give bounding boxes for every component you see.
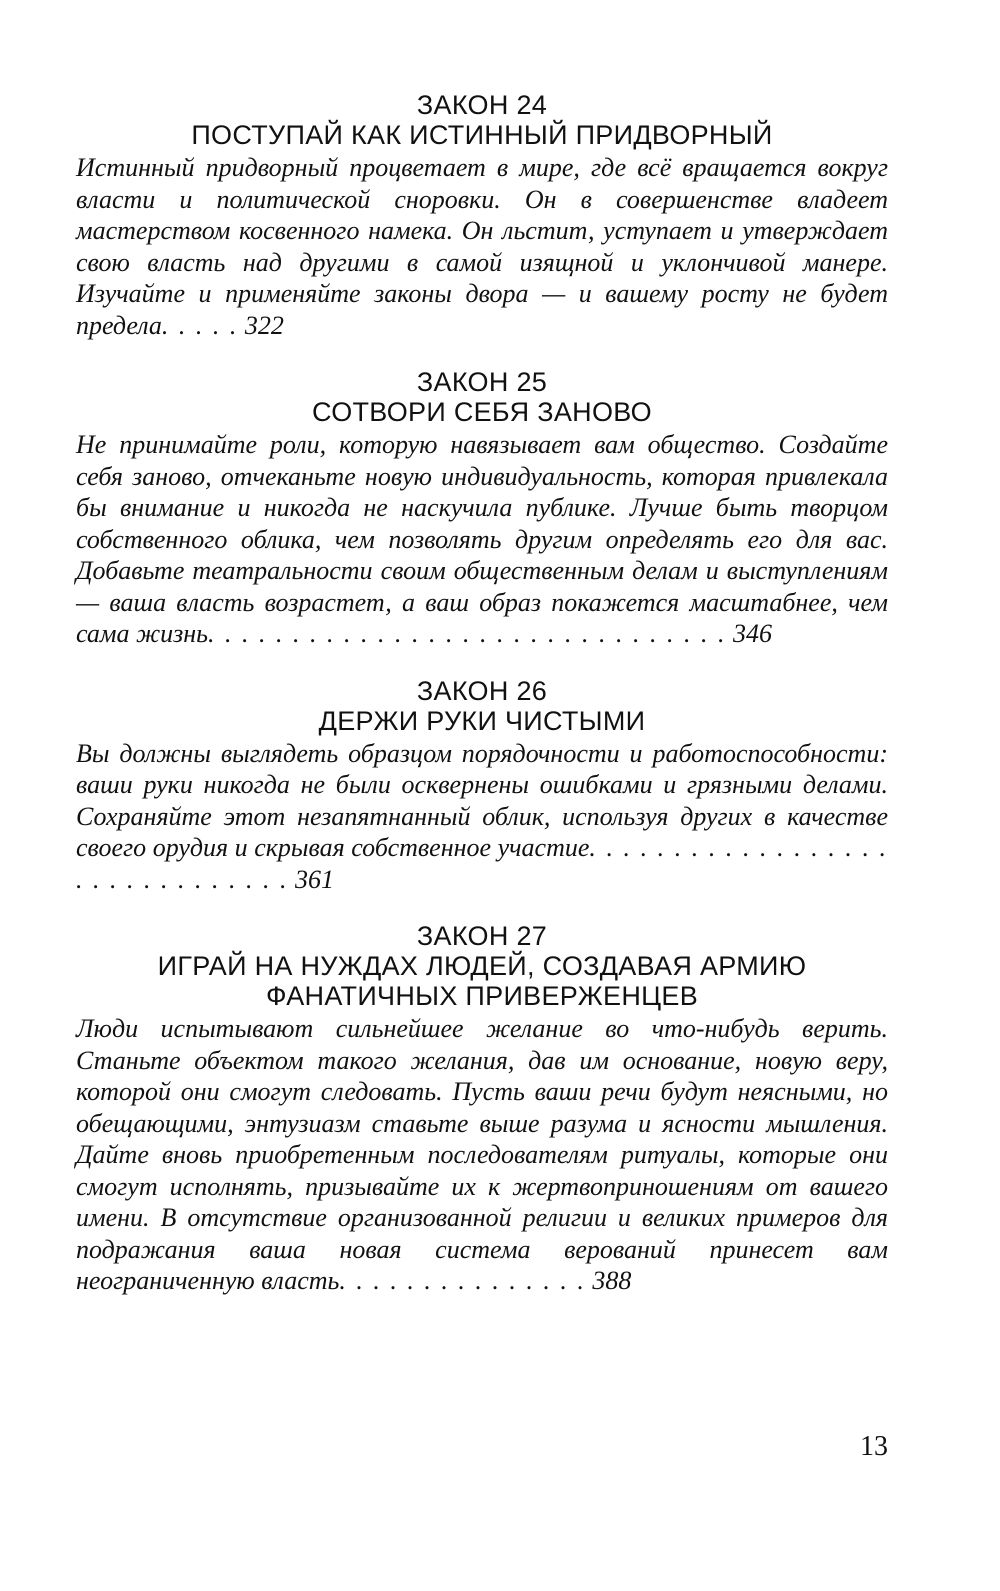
- law-title: СОТВОРИ СЕБЯ ЗАНОВО: [312, 397, 652, 427]
- law-title: ПОСТУПАЙ КАК ИСТИННЫЙ ПРИДВОРНЫЙ: [191, 120, 773, 150]
- law-description: [76, 1013, 888, 1297]
- dot-leader: . . . . .: [161, 310, 239, 340]
- law-number: ЗАКОН 24: [416, 90, 548, 120]
- toc-entry-law-26: [76, 676, 888, 896]
- law-description-text: Люди испытывают сильнейшее желание во что-нибудь верить. Станьте объектом такого желания, дав им основание, новую веру, которой они смогут следовать. Пусть ваши речи будут неясными, но обещающими, энтузиазм ставьте выше разума и ясности мышления. Дайте вновь приобретенным последователям ритуалы, которые они смогут исполнять, призывайте их к жертвоприношениям от вашего имени. В отсутствие организованной религии и великих примеров для подражания ваша новая система верований принесет вам неограниченную власть: [76, 1014, 888, 1295]
- law-number: ЗАКОН 27: [416, 921, 548, 951]
- toc-entry-law-27: [76, 921, 888, 1297]
- law-description: [76, 429, 888, 650]
- dot-leader: . . . . . . . . . . . . . . . . . . . . . . . . . . . . . . .: [76, 833, 889, 894]
- law-page-number: 346: [733, 619, 773, 648]
- law-description-text: Истинный придворный процветает в мире, где всё вращается вокруг власти и политической сноровки. Он в совершенстве владеет мастерством косвенного намека. Он льстит, уступает и утверждает свою власть над другими в самой изящной и уклончивой манере. Изучайте и применяйте законы двора — и вашему росту не будет предела: [76, 153, 888, 340]
- law-description-text: Вы должны выглядеть образцом порядочности и работоспособности: ваши руки никогда не были осквернены ошибками и грязными делами. Сохраняйте этот незапятнанный облик, используя других в качестве своего орудия и скрывая собственное участие: [76, 738, 888, 862]
- law-title: ИГРАЙ НА НУЖДАХ ЛЮДЕЙ, СОЗДАВАЯ АРМИЮ ФАНАТИЧНЫХ ПРИВЕРЖЕНЦЕВ: [157, 951, 807, 1011]
- law-page-number: 322: [244, 310, 284, 340]
- law-description: [76, 738, 888, 896]
- dot-leader: . . . . . . . . . . . . . . .: [339, 1266, 586, 1295]
- toc-entry-law-24: [76, 90, 888, 341]
- law-number: ЗАКОН 26: [416, 675, 548, 706]
- law-number: ЗАКОН 25: [416, 367, 548, 397]
- law-page-number: 388: [592, 1266, 632, 1295]
- law-description-text: Не принимайте роли, которую навязывает вам общество. Создайте себя заново, отчеканьте новую индивидуальность, которая привлекала бы внимание и никогда не наскучила публике. Лучше быть творцом собственного облика, чем позволять другим определять его для вас. Добавьте театральности своим общественным делам и выступлениям — ваша власть возрастет, а ваш образ покажется масштабнее, чем сама жизнь: [76, 430, 888, 648]
- page-number: 13: [860, 1431, 888, 1462]
- law-page-number: 361: [295, 864, 334, 894]
- law-title: ДЕРЖИ РУКИ ЧИСТЫМИ: [318, 705, 646, 736]
- law-description: [76, 152, 888, 341]
- toc-entry-law-25: [76, 367, 888, 650]
- table-of-contents: [76, 90, 888, 1297]
- dot-leader: . . . . . . . . . . . . . . . . . . . . . . . . . . . . . . .: [208, 619, 727, 648]
